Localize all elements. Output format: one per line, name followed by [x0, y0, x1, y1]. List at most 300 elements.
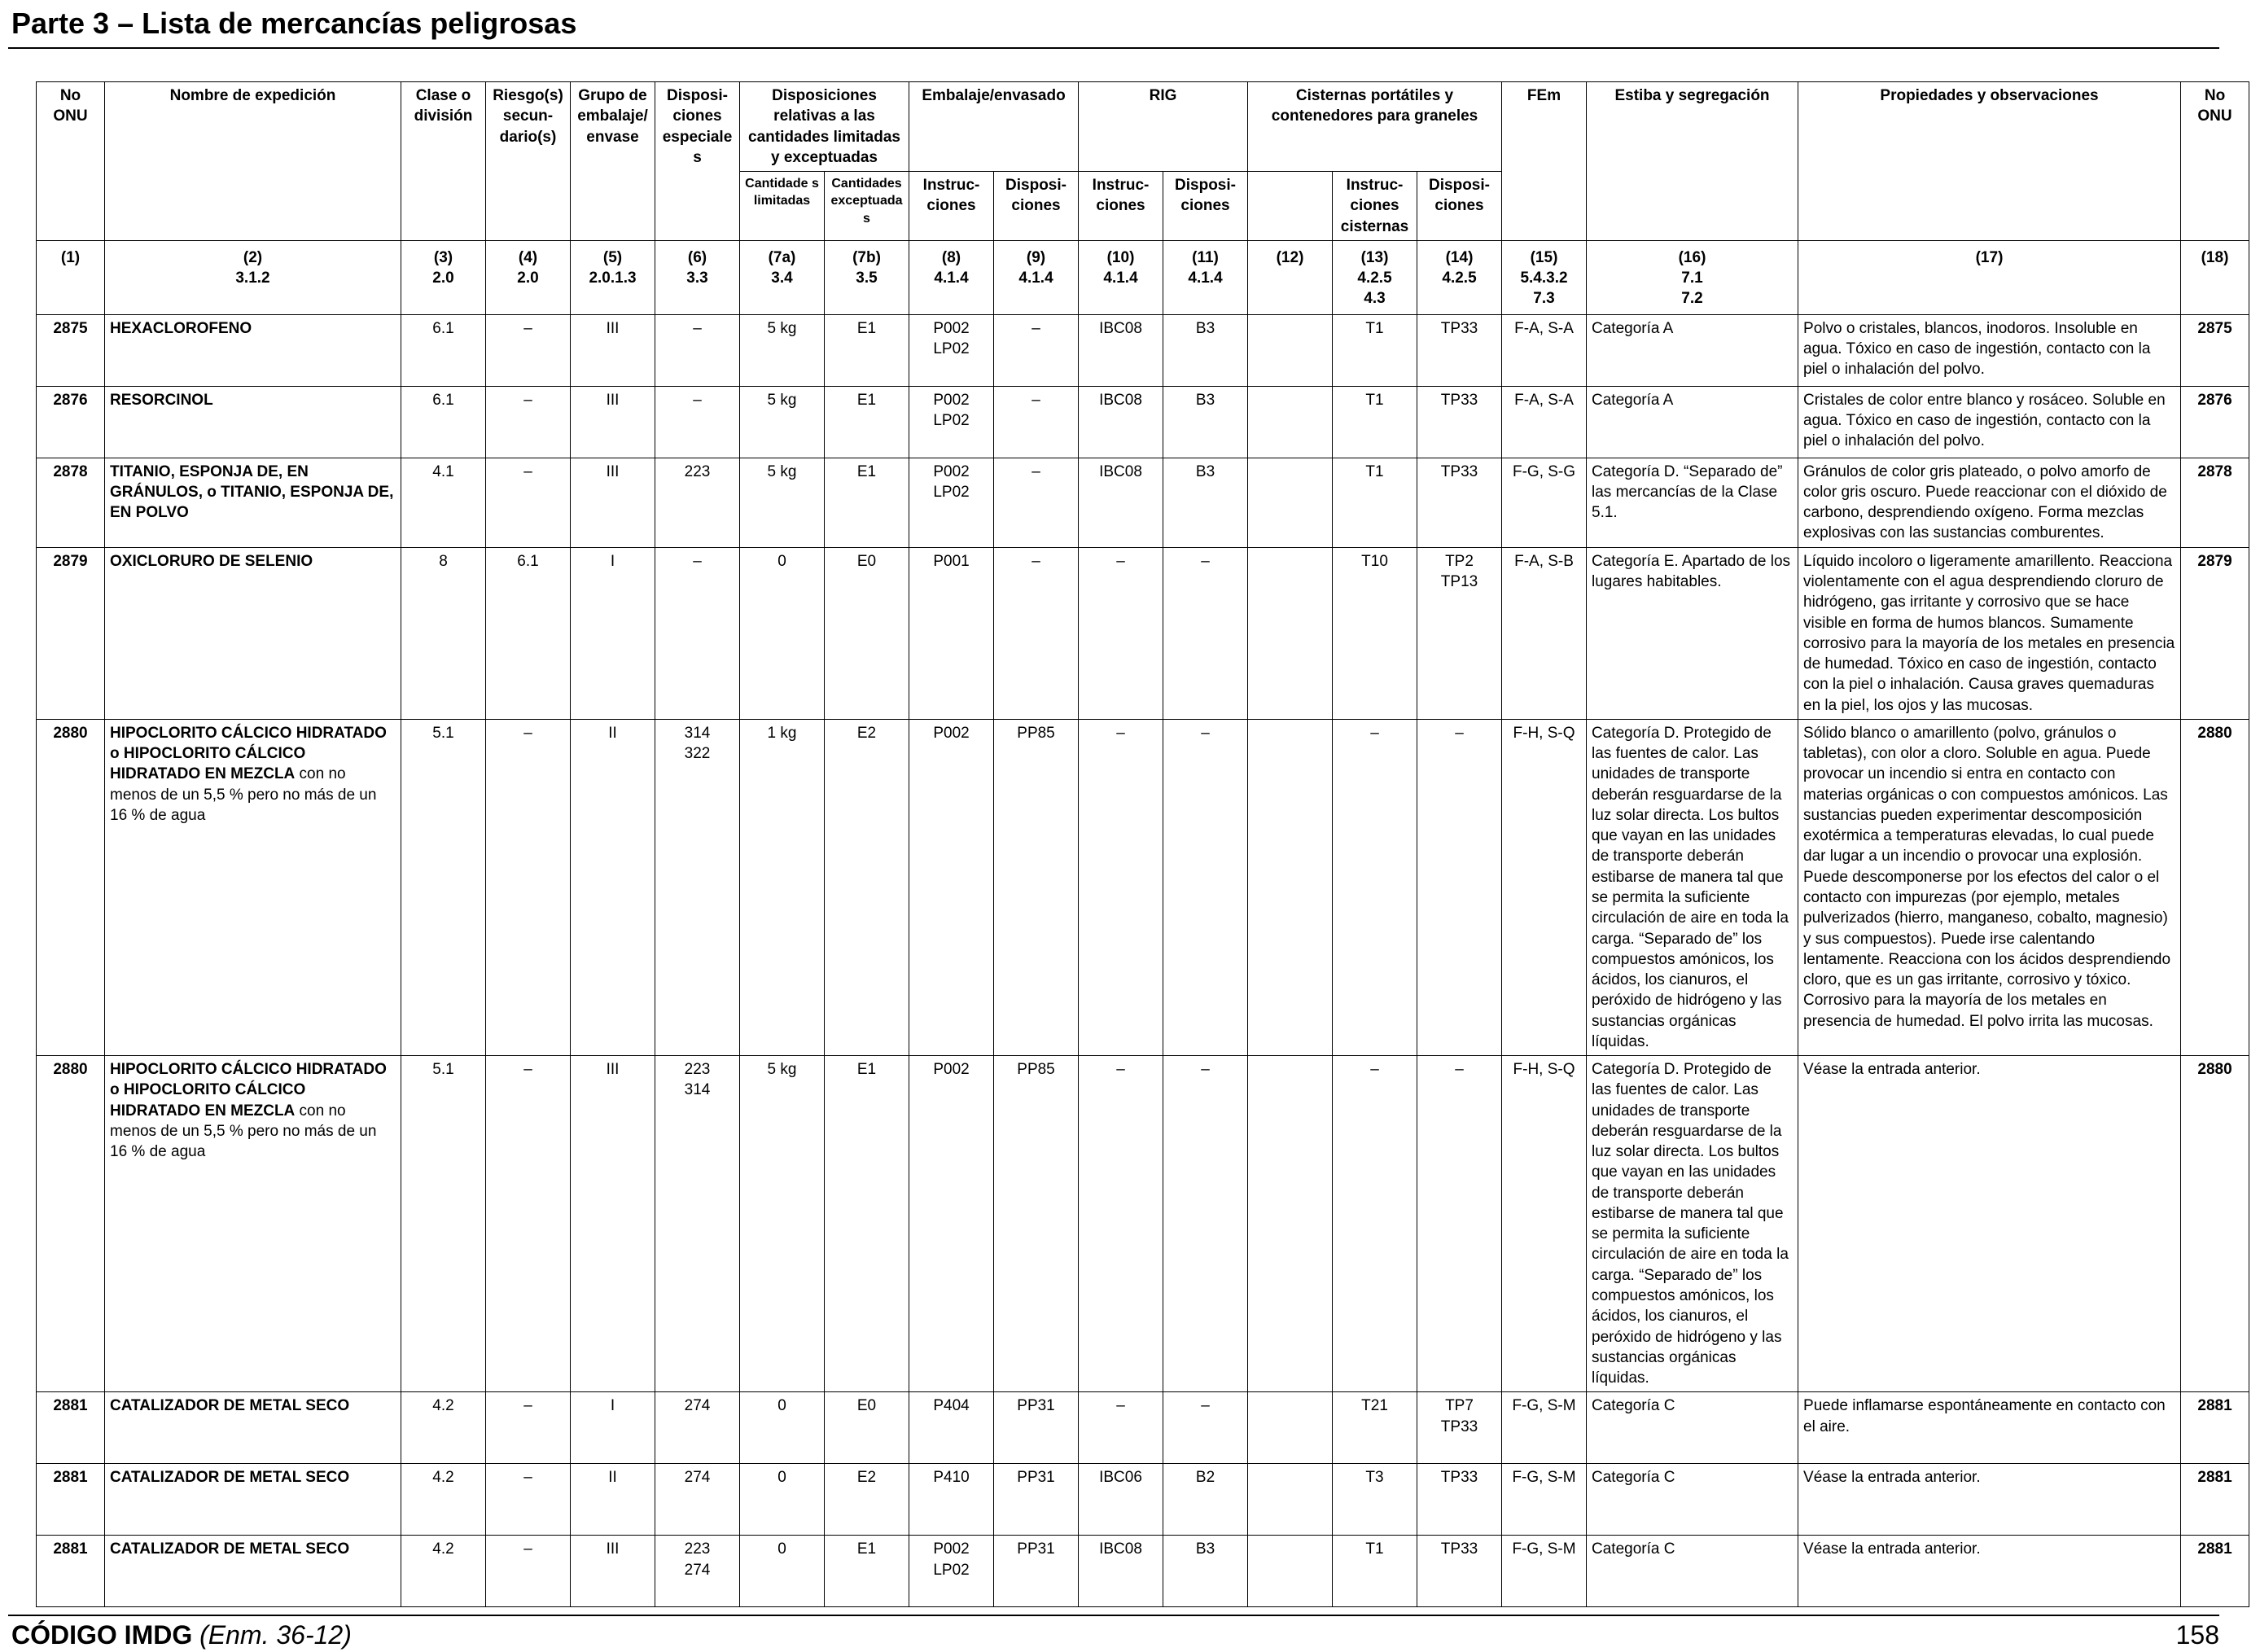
header-row-main [37, 82, 2249, 172]
tank-provisions [1417, 719, 1502, 1055]
column-number-line: (5) [602, 248, 623, 266]
tank-instructions: T1 [1333, 458, 1417, 547]
shipping-name [105, 1464, 401, 1536]
ibc-instructions: IBC08 [1079, 386, 1163, 458]
special-provisions [655, 386, 740, 458]
table-row [37, 547, 2249, 719]
packing-group: III [571, 1056, 655, 1392]
class-division: 6.1 [401, 386, 486, 458]
tank-provisions-line: TP33 [1440, 462, 1478, 480]
tank-instructions: – [1333, 1056, 1417, 1392]
shipping-name [105, 719, 401, 1055]
packing-instructions-line: P002 [933, 462, 970, 480]
special-provisions [655, 1536, 740, 1607]
packing-instructions [909, 458, 994, 547]
column-number-cell [825, 240, 909, 314]
packing-instructions-line: P404 [933, 1397, 970, 1415]
excepted-quantity: E0 [825, 1392, 909, 1464]
class-division: 4.2 [401, 1536, 486, 1607]
ibc-instructions: IBC08 [1079, 1536, 1163, 1607]
column-number-cell [1502, 240, 1587, 314]
un-number: 2880 [37, 719, 105, 1055]
column-number-line: 4.1.4 [1018, 269, 1053, 287]
column-number-line: (6) [687, 248, 707, 266]
limited-quantity: 5 kg [740, 386, 825, 458]
packing-provisions [994, 458, 1079, 547]
stowage-segregation: Categoría A [1587, 386, 1798, 458]
ems: F-A, S-B [1502, 547, 1587, 719]
packing-provisions [994, 1392, 1079, 1464]
col12-blank [1248, 1464, 1333, 1536]
column-number-line: 3.3 [686, 269, 708, 287]
special-provisions [655, 547, 740, 719]
column-number-cell [1163, 240, 1248, 314]
shipping-name-bold: CATALIZADOR DE METAL SECO [110, 1469, 350, 1487]
column-number-cell [1417, 240, 1502, 314]
packing-group: I [571, 1392, 655, 1464]
shipping-name [105, 1392, 401, 1464]
special-provisions [655, 1464, 740, 1536]
limited-quantity: 0 [740, 1464, 825, 1536]
shipping-name [105, 458, 401, 547]
packing-instructions-line: P002 [933, 724, 970, 742]
shipping-name [105, 314, 401, 386]
packing-provisions [994, 386, 1079, 458]
shipping-name [105, 1056, 401, 1392]
shipping-name-detail: con no menos de un 5,5 % pero no más de un 16 % de agua [110, 765, 377, 824]
footer-amendment: (Enm. 36-12) [199, 1620, 352, 1650]
packing-instructions-line: LP02 [933, 483, 970, 501]
tank-provisions [1417, 386, 1502, 458]
column-number-cell [994, 240, 1079, 314]
class-division: 6.1 [401, 314, 486, 386]
subsidiary-risk: – [486, 458, 571, 547]
column-number-line: (18) [2201, 248, 2229, 266]
tank-provisions-line: TP33 [1440, 1418, 1478, 1435]
tank-provisions-line: TP33 [1440, 391, 1478, 409]
subsidiary-risk: – [486, 1392, 571, 1464]
column-number-cell [1248, 240, 1333, 314]
column-number-cell [401, 240, 486, 314]
table-row [37, 719, 2249, 1055]
packing-group: III [571, 314, 655, 386]
special-provisions-line: – [693, 319, 702, 337]
col12-blank [1248, 719, 1333, 1055]
subsidiary-risk: – [486, 1056, 571, 1392]
subsidiary-risk: – [486, 719, 571, 1055]
limited-quantity: 0 [740, 1392, 825, 1464]
column-number-line: 4.1.4 [1188, 269, 1223, 287]
header-un: No ONU [37, 82, 105, 241]
column-number-cell [740, 240, 825, 314]
excepted-quantity: E1 [825, 1056, 909, 1392]
ibc-provisions: B3 [1163, 314, 1248, 386]
column-number-line: 5.4.3.2 [1520, 269, 1568, 287]
header-limited-excepted: Disposiciones relativas a las cantidades limitadas y exceptuadas [740, 82, 909, 172]
header-packing-provisions: Disposi-ciones [994, 172, 1079, 241]
ems: F-H, S-Q [1502, 719, 1587, 1055]
packing-provisions-line: – [1031, 391, 1040, 409]
col12-blank [1248, 1392, 1333, 1464]
table-row [37, 1536, 2249, 1607]
packing-instructions [909, 719, 994, 1055]
un-number: 2881 [37, 1464, 105, 1536]
properties-observations: Puede inflamarse espontáneamente en contacto con el aire. [1798, 1392, 2181, 1464]
packing-group: III [571, 1536, 655, 1607]
shipping-name-bold: TITANIO, ESPONJA DE, EN GRÁNULOS, o TITANIO, ESPONJA DE, EN POLVO [110, 462, 394, 522]
shipping-name [105, 547, 401, 719]
table-row [37, 386, 2249, 458]
packing-instructions-line: P002 [933, 391, 970, 409]
column-number-line: (12) [1276, 248, 1304, 266]
un-number-right: 2881 [2181, 1536, 2249, 1607]
class-division: 5.1 [401, 719, 486, 1055]
excepted-quantity: E1 [825, 1536, 909, 1607]
column-number-cell [1079, 240, 1163, 314]
ibc-provisions: – [1163, 1392, 1248, 1464]
un-number: 2876 [37, 386, 105, 458]
ems: F-G, S-M [1502, 1392, 1587, 1464]
tank-provisions-line: TP13 [1440, 572, 1478, 590]
column-number-line: 2.0.1.3 [589, 269, 637, 287]
tank-provisions [1417, 1056, 1502, 1392]
special-provisions-line: – [693, 552, 702, 570]
limited-quantity: 0 [740, 1536, 825, 1607]
packing-provisions-line: – [1031, 319, 1040, 337]
un-number: 2881 [37, 1392, 105, 1464]
header-packing-instructions: Instruc-ciones [909, 172, 994, 241]
ibc-instructions: IBC08 [1079, 314, 1163, 386]
subsidiary-risk: – [486, 1536, 571, 1607]
special-provisions-line: 223 [684, 1540, 711, 1558]
excepted-quantity: E2 [825, 719, 909, 1055]
packing-group: III [571, 386, 655, 458]
table-row [37, 314, 2249, 386]
special-provisions-line: 274 [684, 1397, 711, 1415]
column-number-line: (13) [1360, 248, 1389, 266]
tank-instructions: T1 [1333, 314, 1417, 386]
column-number-line: (16) [1678, 248, 1706, 266]
properties-observations: Polvo o cristales, blancos, inodoros. Insoluble en agua. Tóxico en caso de ingestión, contacto con la piel o inhalación del polvo. [1798, 314, 2181, 386]
packing-instructions [909, 1056, 994, 1392]
special-provisions [655, 1056, 740, 1392]
header-packing-group: Grupo de embalaje/ envase [571, 82, 655, 241]
header-stowage: Estiba y segregación [1587, 82, 1798, 241]
column-number-line: 3.4 [771, 269, 793, 287]
properties-observations: Véase la entrada anterior. [1798, 1536, 2181, 1607]
stowage-segregation: Categoría D. “Separado de” las mercancías de la Clase 5.1. [1587, 458, 1798, 547]
header-ibc: RIG [1079, 82, 1248, 172]
tank-provisions [1417, 1536, 1502, 1607]
subsidiary-risk: – [486, 314, 571, 386]
tank-instructions: T1 [1333, 1536, 1417, 1607]
header-col12-blank [1248, 172, 1333, 241]
excepted-quantity: E2 [825, 1464, 909, 1536]
un-number-right: 2880 [2181, 1056, 2249, 1392]
packing-provisions-line: – [1031, 462, 1040, 480]
packing-provisions-line: PP31 [1017, 1469, 1055, 1487]
ibc-provisions: B2 [1163, 1464, 1248, 1536]
tank-provisions-line: TP33 [1440, 319, 1478, 337]
shipping-name-bold: CATALIZADOR DE METAL SECO [110, 1397, 350, 1415]
shipping-name [105, 386, 401, 458]
un-number-right: 2875 [2181, 314, 2249, 386]
special-provisions-line: 322 [684, 745, 711, 763]
column-number-line: (2) [243, 248, 263, 266]
excepted-quantity: E1 [825, 386, 909, 458]
table-body [37, 314, 2249, 1607]
un-number: 2875 [37, 314, 105, 386]
column-number-line: 4.2.5 [1357, 269, 1392, 287]
column-number-line: (4) [518, 248, 538, 266]
packing-group: II [571, 719, 655, 1055]
header-tank-instructions: Instruc-ciones cisternas [1333, 172, 1417, 241]
column-number-line: (7a) [768, 248, 796, 266]
page-title: Parte 3 – Lista de mercancías peligrosas [11, 7, 577, 40]
un-number: 2880 [37, 1056, 105, 1392]
column-number-line: 7.3 [1533, 290, 1555, 308]
column-number-cell [486, 240, 571, 314]
packing-provisions [994, 1056, 1079, 1392]
col12-blank [1248, 1056, 1333, 1392]
ems: F-H, S-Q [1502, 1056, 1587, 1392]
header-limited-quantities: Cantidade s limitadas [740, 172, 825, 241]
header-packing: Embalaje/envasado [909, 82, 1079, 172]
class-division: 4.1 [401, 458, 486, 547]
un-number-right: 2880 [2181, 719, 2249, 1055]
header-special-provisions: Disposi-ciones especiales [655, 82, 740, 241]
column-number-cell [1798, 240, 2181, 314]
ibc-provisions: – [1163, 547, 1248, 719]
un-number-right: 2881 [2181, 1392, 2249, 1464]
footer-code: CÓDIGO IMDG [11, 1620, 193, 1650]
ibc-instructions: – [1079, 719, 1163, 1055]
subsidiary-risk: 6.1 [486, 547, 571, 719]
packing-group: III [571, 458, 655, 547]
special-provisions-line: 274 [684, 1561, 711, 1579]
shipping-name-bold: HIPOCLORITO CÁLCICO HIDRATADO o HIPOCLORITO CÁLCICO HIDRATADO EN MEZCLA [110, 1061, 387, 1120]
column-number-cell [655, 240, 740, 314]
shipping-name-bold: CATALIZADOR DE METAL SECO [110, 1540, 350, 1558]
ibc-provisions: B3 [1163, 386, 1248, 458]
ibc-instructions: IBC06 [1079, 1464, 1163, 1536]
packing-instructions-line: P410 [933, 1469, 970, 1487]
tank-provisions [1417, 314, 1502, 386]
class-division: 8 [401, 547, 486, 719]
shipping-name-bold: HEXACLOROFENO [110, 319, 252, 337]
tank-provisions [1417, 1464, 1502, 1536]
properties-observations: Véase la entrada anterior. [1798, 1464, 2181, 1536]
ems: F-G, S-M [1502, 1464, 1587, 1536]
shipping-name-bold: OXICLORURO DE SELENIO [110, 552, 313, 570]
ibc-instructions: – [1079, 1392, 1163, 1464]
stowage-segregation: Categoría C [1587, 1392, 1798, 1464]
tank-provisions-line: TP33 [1440, 1469, 1478, 1487]
special-provisions [655, 458, 740, 547]
ibc-instructions: – [1079, 1056, 1163, 1392]
stowage-segregation: Categoría C [1587, 1464, 1798, 1536]
header-name: Nombre de expedición [105, 82, 401, 241]
tank-provisions [1417, 458, 1502, 547]
header-excepted-quantities: Cantidades exceptuadas [825, 172, 909, 241]
packing-provisions [994, 1536, 1079, 1607]
column-number-line: (10) [1106, 248, 1135, 266]
limited-quantity: 0 [740, 547, 825, 719]
packing-instructions [909, 1392, 994, 1464]
packing-instructions-line: P002 [933, 1061, 970, 1079]
packing-instructions [909, 386, 994, 458]
footer-rule [8, 1615, 2219, 1616]
packing-instructions-line: LP02 [933, 340, 970, 357]
header-ibc-provisions: Disposi-ciones [1163, 172, 1248, 241]
packing-provisions [994, 719, 1079, 1055]
header-tanks: Cisternas portátiles y contenedores para graneles [1248, 82, 1502, 172]
column-number-row [37, 240, 2249, 314]
un-number: 2879 [37, 547, 105, 719]
packing-group: II [571, 1464, 655, 1536]
tank-provisions-line: – [1455, 724, 1464, 742]
packing-provisions [994, 314, 1079, 386]
stowage-segregation: Categoría D. Protegido de las fuentes de calor. Las unidades de transporte deberán resguardarse de la luz solar directa. Los bultos que vayan en las unidades de transporte deberán estibarse de manera tal que se permita la suficiente circulación de aire en toda la carga. “Separado de” los compuestos amónicos, los ácidos, los cianuros, el peróxido de hidrógeno y las sustancias orgánicas líquidas. [1587, 719, 1798, 1055]
ems: F-G, S-G [1502, 458, 1587, 547]
header-ibc-instructions: Instruc-ciones [1079, 172, 1163, 241]
header-un-right: No ONU [2181, 82, 2249, 241]
packing-provisions-line: PP85 [1017, 724, 1055, 742]
header-rule [8, 47, 2219, 49]
tank-provisions-line: TP7 [1445, 1397, 1474, 1415]
column-number-line: (17) [1975, 248, 2004, 266]
special-provisions-line: 223 [684, 462, 711, 480]
tank-provisions-line: – [1455, 1061, 1464, 1079]
shipping-name [105, 1536, 401, 1607]
packing-instructions [909, 1464, 994, 1536]
col12-blank [1248, 386, 1333, 458]
special-provisions [655, 719, 740, 1055]
packing-instructions [909, 314, 994, 386]
packing-provisions [994, 1464, 1079, 1536]
column-number-line: (14) [1445, 248, 1474, 266]
packing-provisions-line: PP31 [1017, 1540, 1055, 1558]
column-number-line: 7.2 [1681, 290, 1703, 308]
special-provisions [655, 314, 740, 386]
class-division: 4.2 [401, 1464, 486, 1536]
stowage-segregation: Categoría D. Protegido de las fuentes de calor. Las unidades de transporte deberán resguardarse de la luz solar directa. Los bultos que vayan en las unidades de transporte deberán estibarse de manera tal que se permita la suficiente circulación de aire en toda la carga. “Separado de” los compuestos amónicos, los ácidos, los cianuros, el peróxido de hidrógeno y las sustancias orgánicas líquidas. [1587, 1056, 1798, 1392]
column-number-line: (1) [60, 248, 81, 266]
table-row [37, 1392, 2249, 1464]
column-number-cell [2181, 240, 2249, 314]
stowage-segregation: Categoría E. Apartado de los lugares habitables. [1587, 547, 1798, 719]
column-number-cell [1333, 240, 1417, 314]
column-number-cell [105, 240, 401, 314]
properties-observations: Véase la entrada anterior. [1798, 1056, 2181, 1392]
column-number-line: 7.1 [1681, 269, 1703, 287]
properties-observations: Gránulos de color gris plateado, o polvo amorfo de color gris oscuro. Puede reaccionar con el dióxido de carbono, desprendiendo oxígeno. Forma mezclas explosivas con las sustancias comburentes. [1798, 458, 2181, 547]
shipping-name-detail: con no menos de un 5,5 % pero no más de un 16 % de agua [110, 1102, 377, 1161]
table-row [37, 1056, 2249, 1392]
subsidiary-risk: – [486, 386, 571, 458]
class-division: 4.2 [401, 1392, 486, 1464]
un-number-right: 2879 [2181, 547, 2249, 719]
ibc-provisions: B3 [1163, 1536, 1248, 1607]
un-number: 2881 [37, 1536, 105, 1607]
ems: F-A, S-A [1502, 386, 1587, 458]
tank-instructions: T3 [1333, 1464, 1417, 1536]
packing-provisions-line: PP31 [1017, 1397, 1055, 1415]
packing-provisions [994, 547, 1079, 719]
column-number-cell [909, 240, 994, 314]
header-ems: FEm [1502, 82, 1587, 241]
packing-instructions-line: LP02 [933, 1561, 970, 1579]
header-class: Clase o división [401, 82, 486, 241]
column-number-line: 4.1.4 [1103, 269, 1138, 287]
header-properties: Propiedades y observaciones [1798, 82, 2181, 241]
ibc-provisions: – [1163, 1056, 1248, 1392]
stowage-segregation: Categoría A [1587, 314, 1798, 386]
column-number-cell [571, 240, 655, 314]
tank-provisions-line: TP2 [1445, 552, 1474, 570]
tank-instructions: T10 [1333, 547, 1417, 719]
ibc-provisions: B3 [1163, 458, 1248, 547]
column-number-line: (3) [433, 248, 453, 266]
stowage-segregation: Categoría C [1587, 1536, 1798, 1607]
header-tank-provisions: Disposi-ciones [1417, 172, 1502, 241]
limited-quantity: 5 kg [740, 458, 825, 547]
col12-blank [1248, 1536, 1333, 1607]
dangerous-goods-table [36, 81, 2249, 1607]
properties-observations: Líquido incoloro o ligeramente amarillento. Reacciona violentamente con el agua desprendiendo cloruro de hidrógeno, gas irritante y corrosivo que se hace visible en forma de humos blancos. Sumamente corrosivo para la mayoría de los metales en presencia de humedad. Tóxico en caso de ingestión, contacto con la piel o inhalación. Causa graves quemaduras en la piel, los ojos y las mucosas. [1798, 547, 2181, 719]
header-subsidiary-risk: Riesgo(s) secun-dario(s) [486, 82, 571, 241]
special-provisions-line: 314 [684, 724, 711, 742]
col12-blank [1248, 547, 1333, 719]
column-number-line: (9) [1026, 248, 1046, 266]
packing-instructions-line: LP02 [933, 411, 970, 429]
ems: F-G, S-M [1502, 1536, 1587, 1607]
footer-left [11, 1620, 352, 1650]
packing-instructions-line: P002 [933, 319, 970, 337]
class-division: 5.1 [401, 1056, 486, 1392]
excepted-quantity: E0 [825, 547, 909, 719]
column-number-line: (7b) [852, 248, 881, 266]
limited-quantity: 1 kg [740, 719, 825, 1055]
column-number-line: (15) [1530, 248, 1558, 266]
special-provisions-line: 274 [684, 1469, 711, 1487]
packing-instructions-line: P001 [933, 552, 970, 570]
un-number-right: 2876 [2181, 386, 2249, 458]
column-number-line: (8) [941, 248, 961, 266]
special-provisions-line: – [693, 391, 702, 409]
column-number-line: 3.5 [856, 269, 878, 287]
packing-provisions-line: – [1031, 552, 1040, 570]
ibc-instructions: – [1079, 547, 1163, 719]
excepted-quantity: E1 [825, 458, 909, 547]
column-number-cell [37, 240, 105, 314]
un-number: 2878 [37, 458, 105, 547]
col12-blank [1248, 458, 1333, 547]
special-provisions [655, 1392, 740, 1464]
limited-quantity: 5 kg [740, 1056, 825, 1392]
column-number-line: (11) [1192, 248, 1219, 266]
column-number-line: 4.3 [1364, 290, 1386, 308]
table-row [37, 458, 2249, 547]
un-number-right: 2878 [2181, 458, 2249, 547]
tank-instructions: – [1333, 719, 1417, 1055]
packing-instructions-line: P002 [933, 1540, 970, 1558]
column-number-line: 4.1.4 [934, 269, 969, 287]
tank-provisions [1417, 547, 1502, 719]
packing-provisions-line: PP85 [1017, 1061, 1055, 1079]
tank-instructions: T21 [1333, 1392, 1417, 1464]
shipping-name-bold: HIPOCLORITO CÁLCICO HIDRATADO o HIPOCLORITO CÁLCICO HIDRATADO EN MEZCLA [110, 724, 387, 783]
